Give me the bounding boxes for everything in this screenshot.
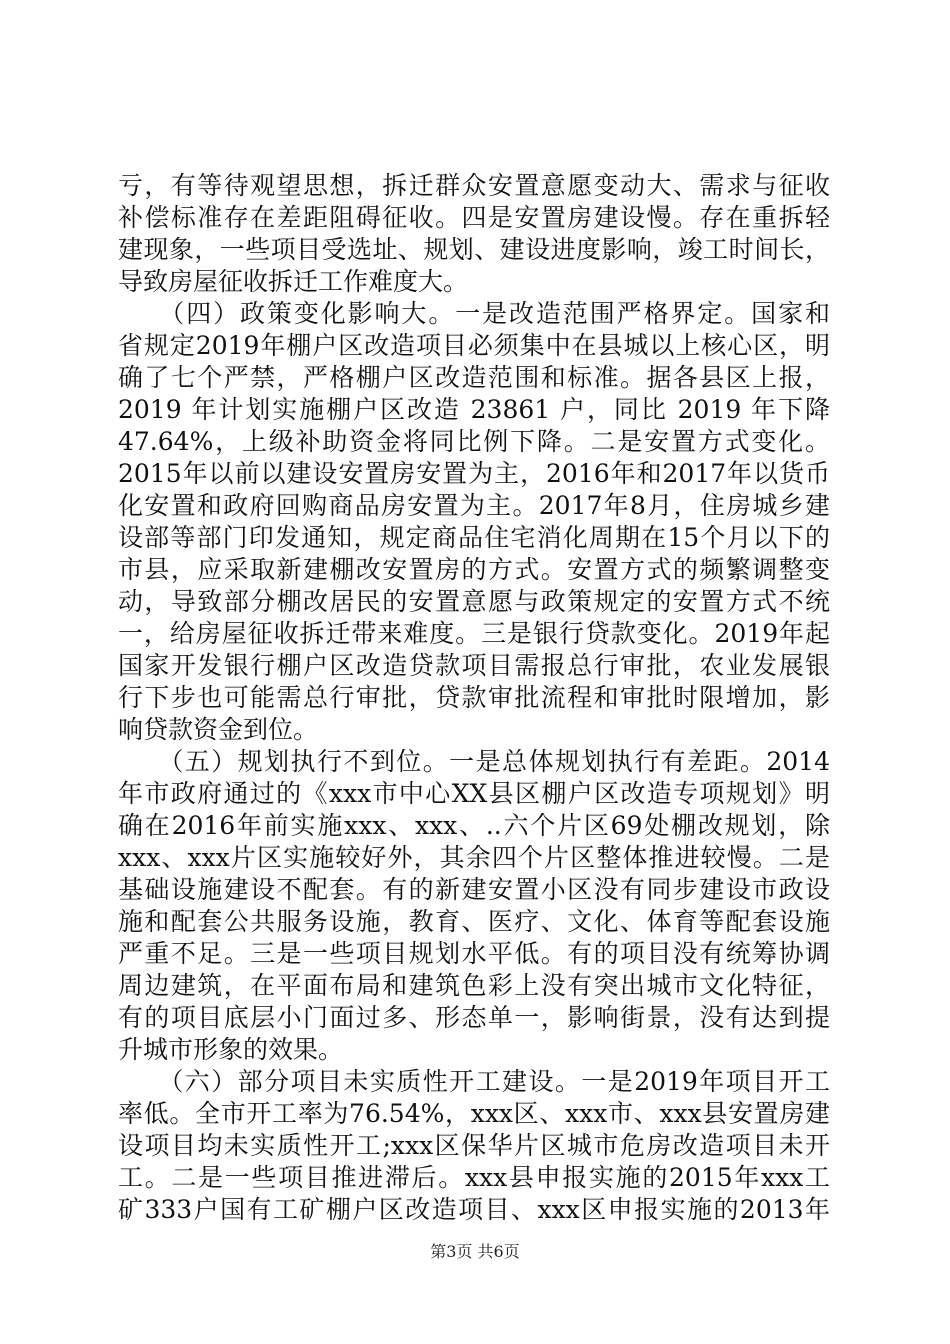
page-footer: 第3页 共6页 bbox=[430, 1242, 520, 1261]
text-line: （四）政策变化影响大。一是改造范围严格界定。国家和 bbox=[118, 299, 830, 328]
text-line: 有的项目底层小门面过多、形态单一，影响街景，没有达到提 bbox=[118, 1003, 830, 1032]
text-line: 补偿标准存在差距阻碍征收。四是安置房建设慢。存在重拆轻 bbox=[118, 203, 830, 232]
text-line: 建现象，一些项目受选址、规划、建设进度影响，竣工时间长， bbox=[118, 235, 830, 264]
text-line: 工。二是一些项目推进滞后。xxx县申报实施的2015年xxx工 bbox=[118, 1163, 830, 1192]
text-line: 矿333户国有工矿棚户区改造项目、xxx区申报实施的2013年 bbox=[118, 1195, 830, 1224]
text-line: xxx、xxx片区实施较好外，其余四个片区整体推进较慢。二是 bbox=[118, 843, 830, 872]
text-line: （六）部分项目未实质性开工建设。一是2019年项目开工 bbox=[118, 1067, 830, 1096]
text-line: 确了七个严禁，严格棚户区改造范围和标准。据各县区上报， bbox=[118, 363, 830, 392]
text-line: 亏，有等待观望思想，拆迁群众安置意愿变动大、需求与征收 bbox=[118, 171, 830, 200]
text-line: 国家开发银行棚户区改造贷款项目需报总行审批，农业发展银 bbox=[118, 651, 830, 680]
text-line: 行下步也可能需总行审批，贷款审批流程和审批时限增加，影 bbox=[118, 683, 830, 712]
text-line: 导致房屋征收拆迁工作难度大。 bbox=[118, 267, 469, 296]
text-line: 一，给房屋征收拆迁带来难度。三是银行贷款变化。2019年起 bbox=[118, 619, 830, 648]
text-line: 施和配套公共服务设施，教育、医疗、文化、体育等配套设施 bbox=[118, 907, 830, 936]
text-line: 年市政府通过的《xxx市中心XX县区棚户区改造专项规划》明 bbox=[118, 779, 830, 808]
text-line: （五）规划执行不到位。一是总体规划执行有差距。2014 bbox=[118, 747, 830, 776]
text-line: 市县，应采取新建棚改安置房的方式。安置方式的频繁调整变 bbox=[118, 555, 830, 584]
text-line: 化安置和政府回购商品房安置为主。2017年8月，住房城乡建 bbox=[118, 491, 830, 520]
text-line: 响贷款资金到位。 bbox=[118, 715, 319, 744]
text-line: 升城市形象的效果。 bbox=[118, 1035, 344, 1064]
body-text bbox=[118, 170, 830, 1226]
text-line: 确在2016年前实施xxx、xxx、..六个片区69处棚改规划，除 bbox=[118, 811, 830, 840]
text-line: 严重不足。三是一些项目规划水平低。有的项目没有统筹协调 bbox=[118, 939, 830, 968]
text-line: 2019 年计划实施棚户区改造 23861 户，同比 2019 年下降 bbox=[118, 395, 830, 424]
text-line: 动，导致部分棚改居民的安置意愿与政策规定的安置方式不统 bbox=[118, 587, 830, 616]
text-line: 省规定2019年棚户区改造项目必须集中在县城以上核心区，明 bbox=[118, 331, 830, 360]
text-line: 率低。全市开工率为76.54%，xxx区、xxx市、xxx县安置房建 bbox=[118, 1099, 830, 1128]
text-line: 2015年以前以建设安置房安置为主，2016年和2017年以货币 bbox=[118, 459, 830, 488]
text-line: 设部等部门印发通知，规定商品住宅消化周期在15个月以下的 bbox=[118, 523, 830, 552]
text-line: 周边建筑，在平面布局和建筑色彩上没有突出城市文化特征， bbox=[118, 971, 830, 1000]
text-line: 基础设施建设不配套。有的新建安置小区没有同步建设市政设 bbox=[118, 875, 830, 904]
text-line: 设项目均未实质性开工;xxx区保华片区城市危房改造项目未开 bbox=[118, 1131, 830, 1160]
text-line: 47.64%，上级补助资金将同比例下降。二是安置方式变化。 bbox=[118, 427, 830, 456]
